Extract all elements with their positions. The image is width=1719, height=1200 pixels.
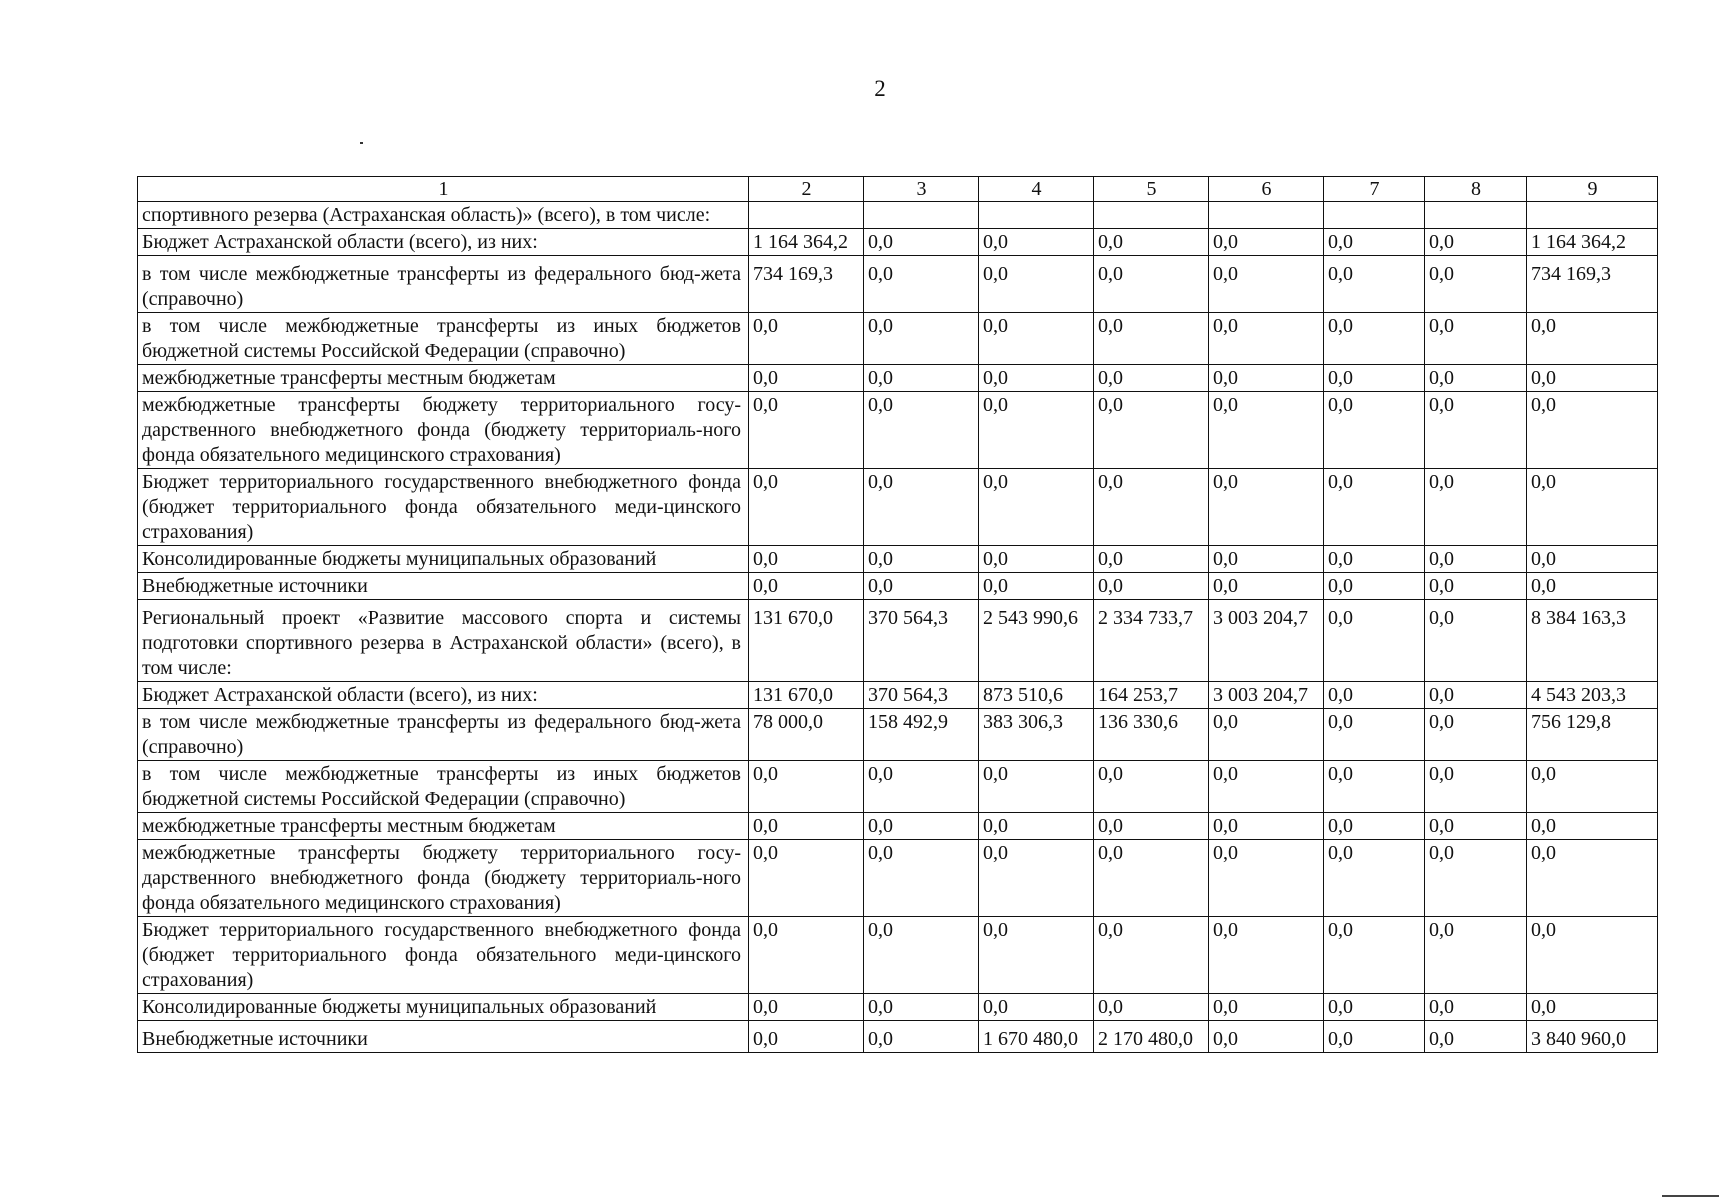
value-cell: 0,0 bbox=[979, 229, 1094, 256]
table-row bbox=[138, 917, 1658, 994]
value-cell: 0,0 bbox=[864, 761, 979, 813]
value-cell: 1 164 364,2 bbox=[749, 229, 864, 256]
table-row bbox=[138, 709, 1658, 761]
value-cell: 0,0 bbox=[749, 469, 864, 546]
value-cell: 0,0 bbox=[1209, 229, 1324, 256]
value-cell: 0,0 bbox=[1094, 994, 1209, 1021]
value-cell: 0,0 bbox=[749, 573, 864, 600]
value-cell: 0,0 bbox=[864, 229, 979, 256]
value-cell: 0,0 bbox=[1324, 994, 1425, 1021]
value-cell: 0,0 bbox=[1324, 840, 1425, 917]
value-cell: 0,0 bbox=[1324, 761, 1425, 813]
value-cell: 0,0 bbox=[749, 392, 864, 469]
value-cell: 0,0 bbox=[979, 573, 1094, 600]
value-cell bbox=[979, 202, 1094, 229]
value-cell: 0,0 bbox=[1527, 365, 1658, 392]
value-cell: 0,0 bbox=[979, 313, 1094, 365]
value-cell: 0,0 bbox=[1209, 840, 1324, 917]
value-cell: 0,0 bbox=[749, 761, 864, 813]
value-cell: 0,0 bbox=[979, 256, 1094, 313]
row-label: Бюджет Астраханской области (всего), из них: bbox=[138, 682, 749, 709]
value-cell: 8 384 163,3 bbox=[1527, 600, 1658, 682]
value-cell: 1 164 364,2 bbox=[1527, 229, 1658, 256]
value-cell: 0,0 bbox=[1425, 229, 1527, 256]
value-cell: 0,0 bbox=[1094, 229, 1209, 256]
value-cell: 0,0 bbox=[1324, 313, 1425, 365]
value-cell: 0,0 bbox=[1425, 682, 1527, 709]
value-cell: 0,0 bbox=[864, 573, 979, 600]
row-label: Внебюджетные источники bbox=[138, 573, 749, 600]
value-cell: 0,0 bbox=[749, 840, 864, 917]
table-row bbox=[138, 573, 1658, 600]
header-cell: 4 bbox=[979, 177, 1094, 202]
value-cell bbox=[1324, 202, 1425, 229]
value-cell: 0,0 bbox=[1527, 840, 1658, 917]
table-row bbox=[138, 682, 1658, 709]
value-cell: 0,0 bbox=[1324, 709, 1425, 761]
value-cell: 164 253,7 bbox=[1094, 682, 1209, 709]
value-cell: 0,0 bbox=[1324, 1021, 1425, 1053]
value-cell: 0,0 bbox=[864, 917, 979, 994]
value-cell: 0,0 bbox=[749, 994, 864, 1021]
value-cell: 1 670 480,0 bbox=[979, 1021, 1094, 1053]
value-cell: 0,0 bbox=[864, 313, 979, 365]
value-cell: 0,0 bbox=[979, 365, 1094, 392]
value-cell bbox=[1425, 202, 1527, 229]
value-cell: 0,0 bbox=[1094, 256, 1209, 313]
value-cell: 0,0 bbox=[1324, 469, 1425, 546]
row-label: межбюджетные трансферты местным бюджетам bbox=[138, 813, 749, 840]
value-cell: 0,0 bbox=[979, 994, 1094, 1021]
value-cell: 0,0 bbox=[749, 546, 864, 573]
row-label: спортивного резерва (Астраханская область)» (всего), в том числе: bbox=[138, 202, 749, 229]
value-cell: 0,0 bbox=[1425, 761, 1527, 813]
value-cell: 0,0 bbox=[1094, 840, 1209, 917]
table-row bbox=[138, 761, 1658, 813]
value-cell: 370 564,3 bbox=[864, 682, 979, 709]
value-cell: 0,0 bbox=[979, 813, 1094, 840]
value-cell: 0,0 bbox=[864, 469, 979, 546]
value-cell: 0,0 bbox=[1094, 761, 1209, 813]
value-cell: 0,0 bbox=[1425, 840, 1527, 917]
table-row bbox=[138, 813, 1658, 840]
header-cell: 8 bbox=[1425, 177, 1527, 202]
value-cell: 0,0 bbox=[1094, 573, 1209, 600]
value-cell: 0,0 bbox=[1094, 469, 1209, 546]
edge-mark bbox=[1662, 1195, 1719, 1197]
value-cell: 2 170 480,0 bbox=[1094, 1021, 1209, 1053]
row-label: Внебюджетные источники bbox=[138, 1021, 749, 1053]
value-cell: 0,0 bbox=[1324, 256, 1425, 313]
value-cell: 0,0 bbox=[1425, 994, 1527, 1021]
value-cell bbox=[1209, 202, 1324, 229]
row-label: Региональный проект «Развитие массового спорта и системы подготовки спортивного резерва в Астраханской области» (всего), в том числе: bbox=[138, 600, 749, 682]
value-cell: 0,0 bbox=[1527, 573, 1658, 600]
value-cell: 0,0 bbox=[1209, 313, 1324, 365]
value-cell: 0,0 bbox=[1324, 917, 1425, 994]
header-cell: 2 bbox=[749, 177, 864, 202]
value-cell: 0,0 bbox=[1425, 600, 1527, 682]
value-cell: 0,0 bbox=[1527, 469, 1658, 546]
value-cell: 873 510,6 bbox=[979, 682, 1094, 709]
table-row bbox=[138, 1021, 1658, 1053]
table-body bbox=[138, 202, 1658, 1053]
row-label: Бюджет территориального государственного внебюджетного фонда (бюджет территориального фонда обязательного меди-цинского страхования) bbox=[138, 917, 749, 994]
value-cell: 3 003 204,7 bbox=[1209, 682, 1324, 709]
value-cell: 0,0 bbox=[1527, 313, 1658, 365]
row-label: Консолидированные бюджеты муниципальных образований bbox=[138, 994, 749, 1021]
table-row bbox=[138, 229, 1658, 256]
scan-speck bbox=[360, 142, 363, 144]
value-cell: 0,0 bbox=[1209, 573, 1324, 600]
row-label: межбюджетные трансферты местным бюджетам bbox=[138, 365, 749, 392]
value-cell: 734 169,3 bbox=[1527, 256, 1658, 313]
value-cell: 0,0 bbox=[1527, 917, 1658, 994]
value-cell: 0,0 bbox=[864, 813, 979, 840]
value-cell: 131 670,0 bbox=[749, 682, 864, 709]
value-cell: 0,0 bbox=[1527, 813, 1658, 840]
value-cell: 0,0 bbox=[749, 313, 864, 365]
value-cell: 0,0 bbox=[1324, 392, 1425, 469]
table-row bbox=[138, 392, 1658, 469]
value-cell: 0,0 bbox=[1209, 365, 1324, 392]
value-cell: 0,0 bbox=[1209, 256, 1324, 313]
value-cell: 0,0 bbox=[864, 840, 979, 917]
value-cell: 0,0 bbox=[1094, 813, 1209, 840]
row-label: Бюджет Астраханской области (всего), из них: bbox=[138, 229, 749, 256]
value-cell: 0,0 bbox=[1324, 546, 1425, 573]
value-cell: 0,0 bbox=[979, 546, 1094, 573]
value-cell: 0,0 bbox=[1425, 469, 1527, 546]
table-row bbox=[138, 469, 1658, 546]
budget-table bbox=[137, 176, 1658, 1053]
value-cell: 0,0 bbox=[864, 392, 979, 469]
value-cell: 0,0 bbox=[864, 546, 979, 573]
value-cell: 0,0 bbox=[1527, 392, 1658, 469]
value-cell: 3 003 204,7 bbox=[1209, 600, 1324, 682]
value-cell: 0,0 bbox=[1425, 256, 1527, 313]
header-cell: 1 bbox=[138, 177, 749, 202]
value-cell: 0,0 bbox=[1324, 229, 1425, 256]
table-row bbox=[138, 202, 1658, 229]
value-cell: 0,0 bbox=[1209, 813, 1324, 840]
value-cell: 0,0 bbox=[749, 365, 864, 392]
row-label: Бюджет территориального государственного внебюджетного фонда (бюджет территориального фонда обязательного меди-цинского страхования) bbox=[138, 469, 749, 546]
value-cell: 4 543 203,3 bbox=[1527, 682, 1658, 709]
value-cell: 2 334 733,7 bbox=[1094, 600, 1209, 682]
value-cell: 0,0 bbox=[979, 840, 1094, 917]
table-row bbox=[138, 365, 1658, 392]
value-cell: 0,0 bbox=[1324, 682, 1425, 709]
row-label: Консолидированные бюджеты муниципальных образований bbox=[138, 546, 749, 573]
value-cell: 0,0 bbox=[1527, 761, 1658, 813]
header-cell: 5 bbox=[1094, 177, 1209, 202]
value-cell: 0,0 bbox=[1425, 365, 1527, 392]
value-cell: 0,0 bbox=[864, 994, 979, 1021]
value-cell: 0,0 bbox=[1094, 392, 1209, 469]
header-cell: 3 bbox=[864, 177, 979, 202]
value-cell: 756 129,8 bbox=[1527, 709, 1658, 761]
value-cell: 2 543 990,6 bbox=[979, 600, 1094, 682]
value-cell: 0,0 bbox=[1209, 469, 1324, 546]
value-cell bbox=[1527, 202, 1658, 229]
table-row bbox=[138, 600, 1658, 682]
row-label: в том числе межбюджетные трансферты из федерального бюд-жета (справочно) bbox=[138, 709, 749, 761]
value-cell: 0,0 bbox=[1094, 313, 1209, 365]
value-cell: 0,0 bbox=[1425, 709, 1527, 761]
value-cell: 0,0 bbox=[1209, 546, 1324, 573]
value-cell: 0,0 bbox=[1527, 994, 1658, 1021]
value-cell: 0,0 bbox=[1425, 546, 1527, 573]
value-cell: 3 840 960,0 bbox=[1527, 1021, 1658, 1053]
value-cell: 0,0 bbox=[1425, 813, 1527, 840]
value-cell: 0,0 bbox=[1527, 546, 1658, 573]
value-cell: 158 492,9 bbox=[864, 709, 979, 761]
value-cell: 0,0 bbox=[1425, 392, 1527, 469]
value-cell: 0,0 bbox=[1425, 1021, 1527, 1053]
table-row bbox=[138, 546, 1658, 573]
value-cell: 0,0 bbox=[979, 917, 1094, 994]
row-label: в том числе межбюджетные трансферты из федерального бюд-жета (справочно) bbox=[138, 256, 749, 313]
value-cell: 0,0 bbox=[1094, 917, 1209, 994]
value-cell bbox=[864, 202, 979, 229]
value-cell bbox=[749, 202, 864, 229]
value-cell: 383 306,3 bbox=[979, 709, 1094, 761]
value-cell: 0,0 bbox=[1209, 917, 1324, 994]
value-cell: 0,0 bbox=[979, 761, 1094, 813]
value-cell: 734 169,3 bbox=[749, 256, 864, 313]
value-cell: 0,0 bbox=[1209, 994, 1324, 1021]
page-number: 2 bbox=[874, 76, 886, 101]
value-cell: 0,0 bbox=[864, 256, 979, 313]
value-cell: 0,0 bbox=[1209, 761, 1324, 813]
value-cell: 0,0 bbox=[1324, 365, 1425, 392]
value-cell: 0,0 bbox=[1425, 573, 1527, 600]
header-cell: 6 bbox=[1209, 177, 1324, 202]
value-cell: 0,0 bbox=[1209, 392, 1324, 469]
value-cell: 370 564,3 bbox=[864, 600, 979, 682]
table-row bbox=[138, 994, 1658, 1021]
table-row bbox=[138, 313, 1658, 365]
row-label: в том числе межбюджетные трансферты из иных бюджетов бюджетной системы Российской Федерации (справочно) bbox=[138, 761, 749, 813]
value-cell: 0,0 bbox=[749, 1021, 864, 1053]
value-cell: 0,0 bbox=[979, 392, 1094, 469]
row-label: в том числе межбюджетные трансферты из иных бюджетов бюджетной системы Российской Федерации (справочно) bbox=[138, 313, 749, 365]
header-row bbox=[138, 177, 1658, 202]
value-cell: 0,0 bbox=[1209, 709, 1324, 761]
value-cell: 0,0 bbox=[1324, 600, 1425, 682]
table-row bbox=[138, 256, 1658, 313]
header-cell: 9 bbox=[1527, 177, 1658, 202]
value-cell: 0,0 bbox=[864, 365, 979, 392]
header-cell: 7 bbox=[1324, 177, 1425, 202]
row-label: межбюджетные трансферты бюджету территориального госу-дарственного внебюджетного фонда (бюджету территориаль-ного фонда обязательного медицинского страхования) bbox=[138, 840, 749, 917]
value-cell: 131 670,0 bbox=[749, 600, 864, 682]
value-cell: 0,0 bbox=[1324, 573, 1425, 600]
value-cell bbox=[1094, 202, 1209, 229]
value-cell: 0,0 bbox=[1425, 917, 1527, 994]
table-row bbox=[138, 840, 1658, 917]
value-cell: 0,0 bbox=[749, 813, 864, 840]
value-cell: 136 330,6 bbox=[1094, 709, 1209, 761]
row-label: межбюджетные трансферты бюджету территориального госу-дарственного внебюджетного фонда (бюджету территориаль-ного фонда обязательного медицинского страхования) bbox=[138, 392, 749, 469]
value-cell: 0,0 bbox=[979, 469, 1094, 546]
value-cell: 0,0 bbox=[1324, 813, 1425, 840]
value-cell: 0,0 bbox=[1094, 546, 1209, 573]
value-cell: 78 000,0 bbox=[749, 709, 864, 761]
value-cell: 0,0 bbox=[1209, 1021, 1324, 1053]
value-cell: 0,0 bbox=[864, 1021, 979, 1053]
value-cell: 0,0 bbox=[1094, 365, 1209, 392]
value-cell: 0,0 bbox=[749, 917, 864, 994]
value-cell: 0,0 bbox=[1425, 313, 1527, 365]
